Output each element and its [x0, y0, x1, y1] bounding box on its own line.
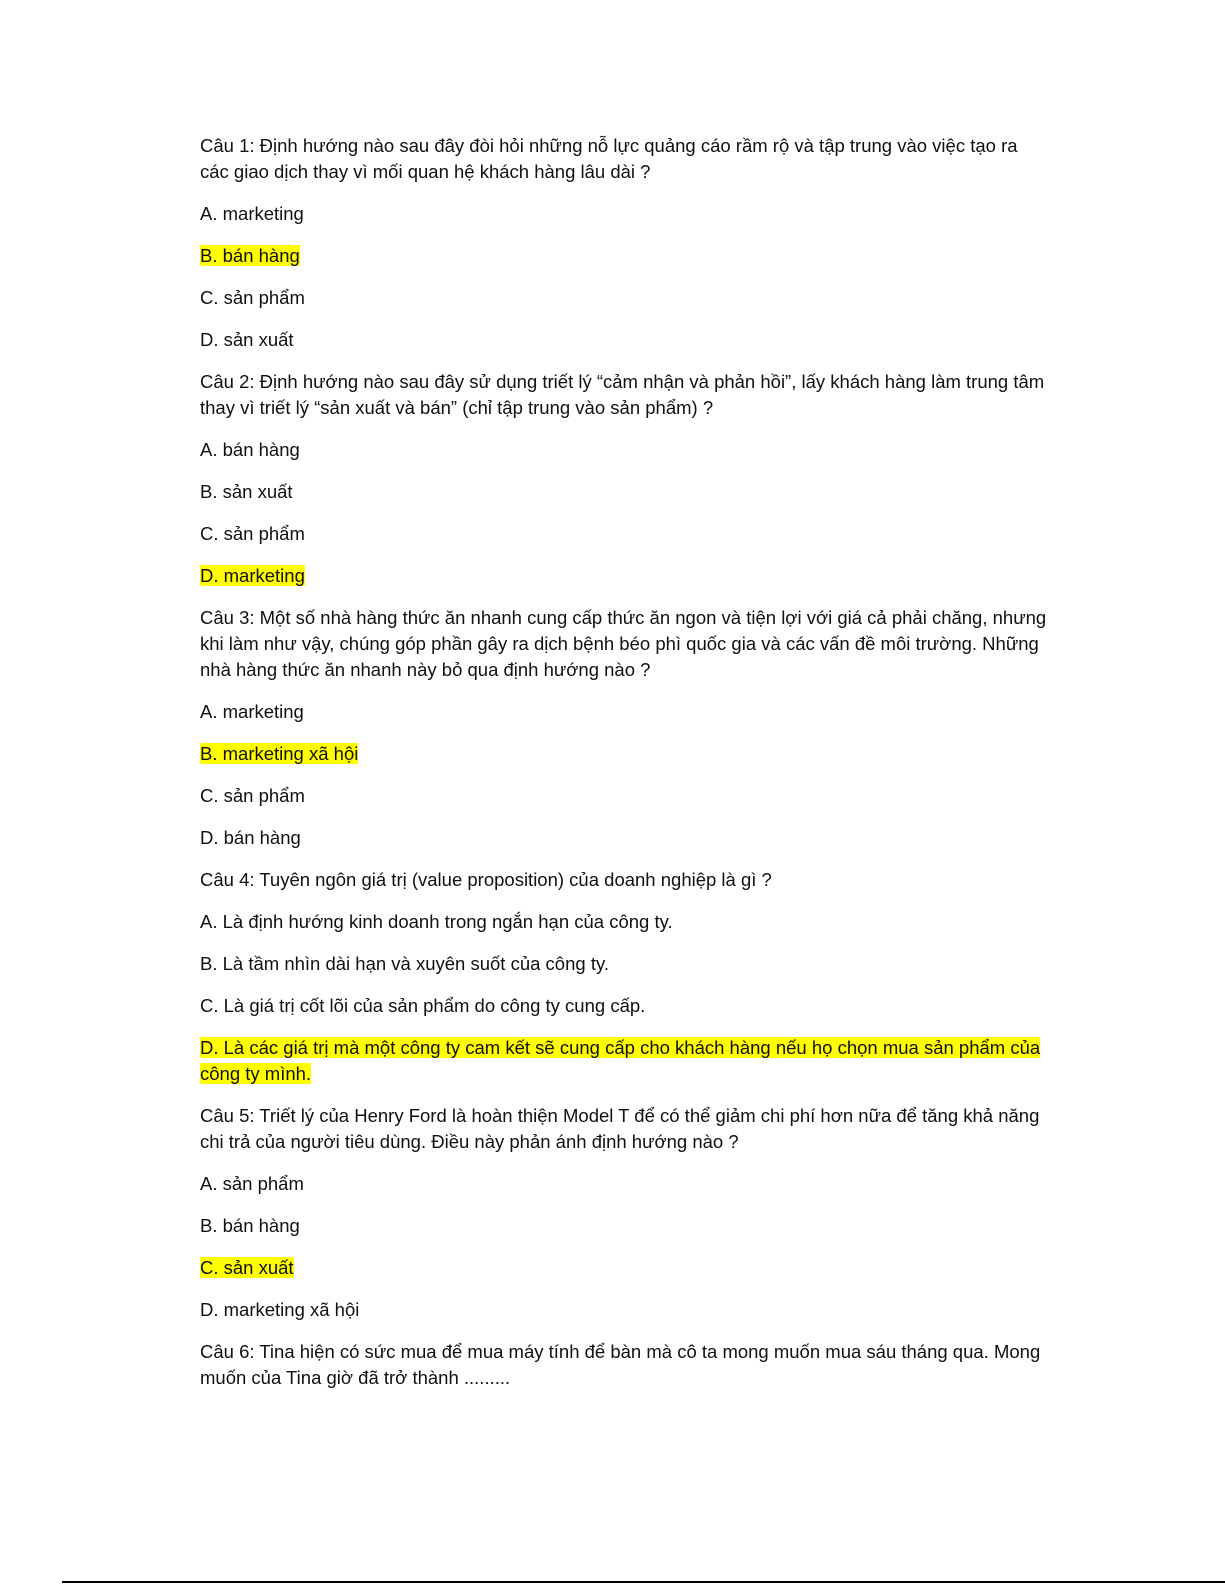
question-4-option-d-highlighted: D. Là các giá trị mà một công ty cam kết sẽ cung cấp cho khách hàng nếu họ chọn mua sản phẩm của công ty mình.: [200, 1037, 1041, 1084]
answer-option: [200, 327, 1050, 353]
question-5-option-d: D. marketing xã hội: [200, 1299, 360, 1320]
answer-option: [200, 479, 1050, 505]
answer-option: [200, 825, 1050, 851]
question-2-option-c: C. sản phẩm: [200, 523, 305, 544]
question-6-stem: Câu 6: Tina hiện có sức mua để mua máy tính để bàn mà cô ta mong muốn mua sáu tháng qua. Mong muốn của Tina giờ đã trở thành .........: [200, 1341, 1041, 1388]
question-1-option-c: C. sản phẩm: [200, 287, 305, 308]
answer-option: [200, 1035, 1050, 1087]
answer-option: [200, 699, 1050, 725]
question-1-stem: Câu 1: Định hướng nào sau đây đòi hỏi những nỗ lực quảng cáo rầm rộ và tập trung vào việc tạo ra các giao dịch thay vì mối quan hệ khách hàng lâu dài ?: [200, 135, 1018, 182]
question-3-option-b-highlighted: B. marketing xã hội: [200, 743, 359, 764]
question-stem: [200, 1339, 1050, 1391]
question-4-option-b: B. Là tầm nhìn dài hạn và xuyên suốt của công ty.: [200, 953, 609, 974]
document-body: [200, 133, 1050, 1407]
answer-option: [200, 909, 1050, 935]
question-stem: [200, 867, 1050, 893]
question-4-option-a: A. Là định hướng kinh doanh trong ngắn hạn của công ty.: [200, 911, 673, 932]
question-stem: [200, 605, 1050, 683]
question-3-option-c: C. sản phẩm: [200, 785, 305, 806]
question-5-option-a: A. sản phẩm: [200, 1173, 304, 1194]
question-3-option-a: A. marketing: [200, 701, 304, 722]
question-5-stem: Câu 5: Triết lý của Henry Ford là hoàn thiện Model T để có thể giảm chi phí hơn nữa để tăng khả năng chi trả của người tiêu dùng. Điều này phản ánh định hướng nào ?: [200, 1105, 1040, 1152]
answer-option: [200, 563, 1050, 589]
question-1-option-b-highlighted: B. bán hàng: [200, 245, 300, 266]
question-1-option-a: A. marketing: [200, 203, 304, 224]
question-4-option-c: C. Là giá trị cốt lõi của sản phẩm do công ty cung cấp.: [200, 995, 646, 1016]
answer-option: [200, 741, 1050, 767]
question-2-stem: Câu 2: Định hướng nào sau đây sử dụng triết lý “cảm nhận và phản hồi”, lấy khách hàng làm trung tâm thay vì triết lý “sản xuất và bán” (chỉ tập trung vào sản phẩm) ?: [200, 371, 1045, 418]
answer-option: [200, 1213, 1050, 1239]
question-3-stem: Câu 3: Một số nhà hàng thức ăn nhanh cung cấp thức ăn ngon và tiện lợi với giá cả phải chăng, nhưng khi làm như vậy, chúng góp phần gây ra dịch bệnh béo phì quốc gia và các vấn đề môi trường. Những nhà hàng thức ăn nhanh này bỏ qua định hướng nào ?: [200, 607, 1047, 680]
question-2-option-a: A. bán hàng: [200, 439, 300, 460]
answer-option: [200, 201, 1050, 227]
question-1-option-d: D. sản xuất: [200, 329, 294, 350]
answer-option: [200, 437, 1050, 463]
answer-option: [200, 951, 1050, 977]
answer-option: [200, 521, 1050, 547]
answer-option: [200, 1297, 1050, 1323]
question-stem: [200, 369, 1050, 421]
page-bottom-rule: [62, 1581, 1225, 1583]
question-4-stem: Câu 4: Tuyên ngôn giá trị (value proposition) của doanh nghiệp là gì ?: [200, 869, 772, 890]
answer-option: [200, 243, 1050, 269]
answer-option: [200, 1171, 1050, 1197]
question-stem: [200, 133, 1050, 185]
question-5-option-b: B. bán hàng: [200, 1215, 300, 1236]
answer-option: [200, 783, 1050, 809]
question-3-option-d: D. bán hàng: [200, 827, 301, 848]
question-5-option-c-highlighted: C. sản xuất: [200, 1257, 294, 1278]
question-2-option-d-highlighted: D. marketing: [200, 565, 305, 586]
answer-option: [200, 993, 1050, 1019]
question-2-option-b: B. sản xuất: [200, 481, 293, 502]
answer-option: [200, 285, 1050, 311]
answer-option: [200, 1255, 1050, 1281]
question-stem: [200, 1103, 1050, 1155]
